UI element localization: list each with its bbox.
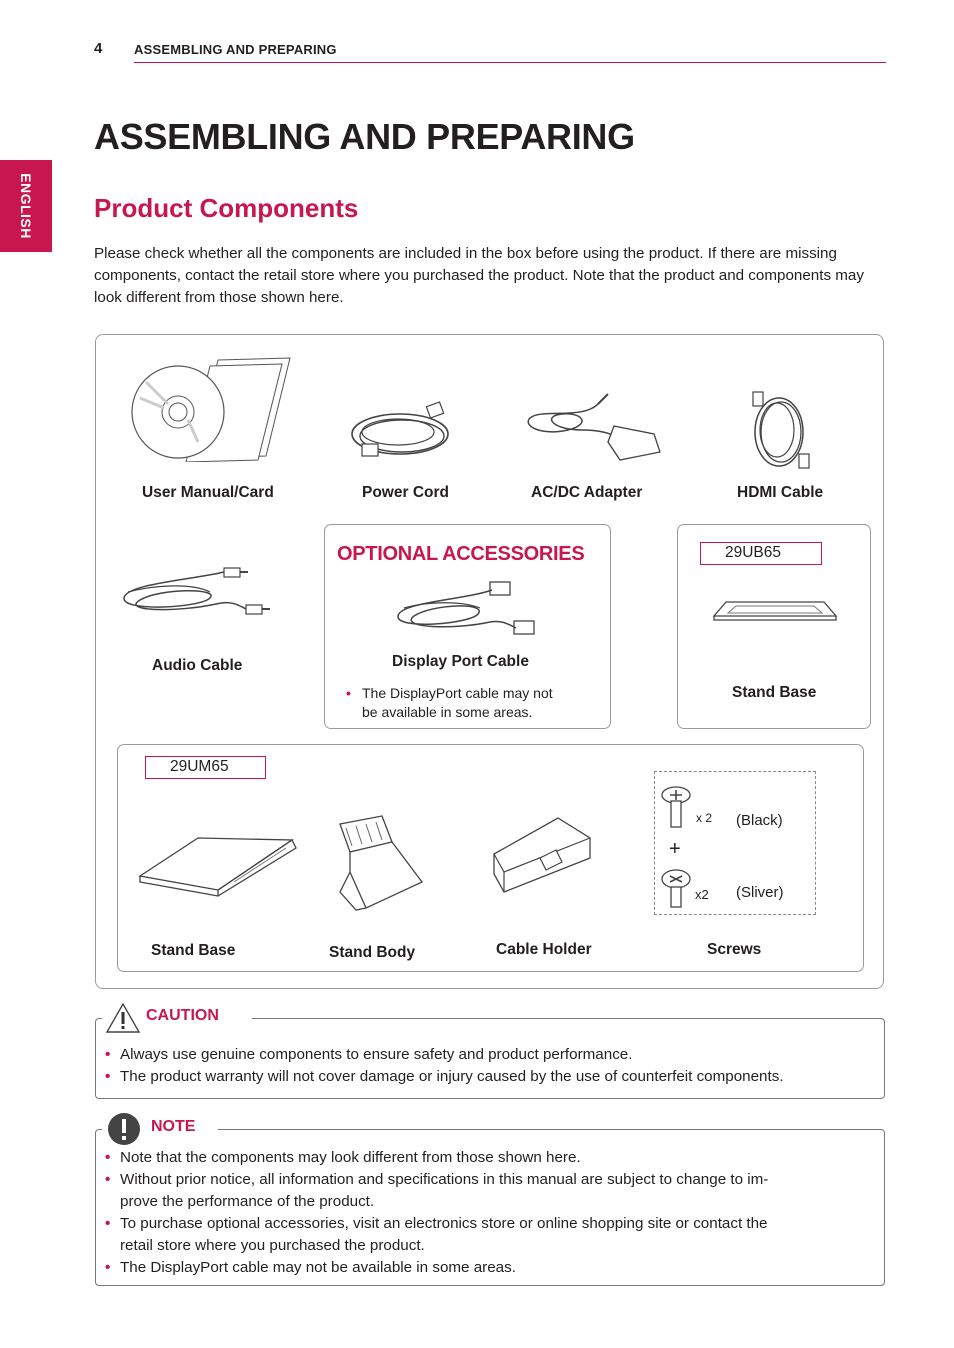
note-item-text: prove the performance of the product. [120,1193,375,1210]
list-item [95,1044,885,1066]
cable-holder-label: Cable Holder [496,941,592,958]
header-rule [134,62,886,63]
note-item-text: retail store where you purchased the product. [120,1237,425,1254]
user-manual-label: User Manual/Card [142,484,274,501]
list-item [95,1257,885,1279]
silver-screw-icon [660,868,692,910]
caution-item-text: Always use genuine components to ensure safety and product performance. [120,1046,633,1063]
intro-paragraph: Please check whether all the components are included in the box before using the product. If there are missing components, contact the retail store where you purchased the product. Note that the product and components may look different from those shown here. [94,245,864,306]
um65-stand-base-label: Stand Base [151,942,236,959]
bullet-dot: • [105,1046,111,1063]
hdmi-cable-label: HDMI Cable [737,484,824,501]
optional-note-line-2: be available in some areas. [362,704,533,720]
note-item-text: Note that the components may look different from those shown here. [120,1149,581,1166]
silver-screw-qty: x2 [695,887,709,902]
caution-title: CAUTION [142,1007,223,1025]
black-screw-label: (Black) [736,812,783,829]
ub65-stand-base-label: Stand Base [732,684,817,701]
stand-body-icon [330,812,426,914]
caution-warning-icon [105,1002,141,1034]
screws-label: Screws [707,941,762,958]
language-tab-label: ENGLISH [18,173,34,239]
ub65-model-tag: 29UB65 [700,542,822,565]
cable-holder-icon [490,814,594,896]
bullet-dot: • [105,1149,111,1166]
audio-cable-label: Audio Cable [152,657,243,674]
ub65-stand-base-icon [712,598,838,624]
hdmi-cable-icon [745,390,815,470]
bullet-dot: • [105,1259,111,1276]
adapter-icon [522,390,666,466]
section-title: Product Components [94,193,359,223]
note-list [95,1147,885,1279]
note-exclamation-icon [107,1112,141,1146]
running-header: ASSEMBLING AND PREPARING [134,42,337,57]
um65-model-tag: 29UM65 [145,756,266,779]
list-item [95,1213,885,1235]
silver-screw-label: (Sliver) [736,884,784,901]
note-item-text: Without prior notice, all information and specifications in this manual are subject to change to im- [120,1171,769,1188]
list-item [95,1169,885,1191]
note-item-text: To purchase optional accessories, visit an electronics store or online shopping site or contact the [120,1215,768,1232]
adapter-label: AC/DC Adapter [531,484,643,501]
stand-body-label: Stand Body [329,944,416,961]
user-manual-cd-icon [128,352,298,462]
plus-sign: + [669,838,681,860]
black-screw-qty: x 2 [696,811,713,825]
black-screw-icon [660,786,692,830]
bullet-dot: • [105,1068,111,1085]
audio-cable-icon [120,562,282,622]
note-title: NOTE [147,1118,199,1136]
list-item [95,1147,885,1169]
optional-note [346,684,553,722]
caution-item-text: The product warranty will not cover damage or injury caused by the use of counterfeit components. [120,1068,784,1085]
displayport-cable-icon [394,578,544,640]
caution-list [95,1044,885,1088]
bullet-dot: • [346,685,351,701]
bullet-dot: • [105,1171,111,1188]
language-tab [0,160,52,252]
page-number: 4 [94,40,103,57]
note-item-text: The DisplayPort cable may not be available in some areas. [120,1259,516,1276]
list-item-continuation [95,1191,885,1213]
um65-stand-base-icon [136,834,298,900]
optional-note-line-1: The DisplayPort cable may not [362,685,553,701]
list-item [95,1066,885,1088]
displayport-cable-label: Display Port Cable [392,653,529,670]
power-cord-label: Power Cord [362,484,449,501]
bullet-dot: • [105,1215,111,1232]
optional-accessories-title: OPTIONAL ACCESSORIES [337,543,585,565]
power-cord-icon [348,398,460,464]
page-title: ASSEMBLING AND PREPARING [94,116,635,157]
list-item-continuation [95,1235,885,1257]
